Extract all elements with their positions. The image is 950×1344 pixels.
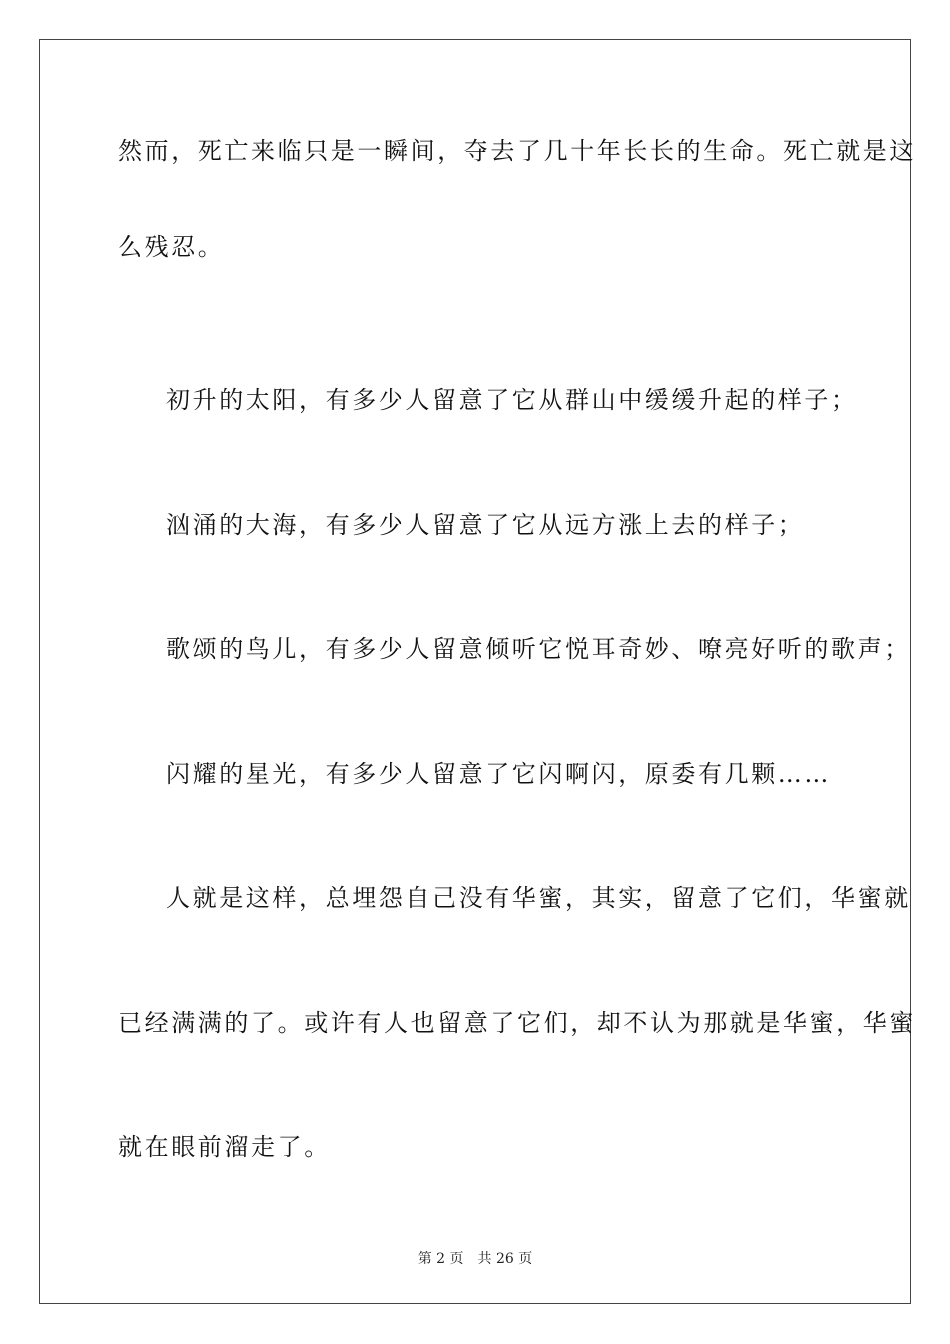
- body-text-line: 然而，死亡来临只是一瞬间，夺去了几十年长长的生命。死亡就是这: [118, 137, 916, 165]
- page-border: [39, 39, 911, 1304]
- body-text-line: 歌颂的鸟儿，有多少人留意倾听它悦耳奇妙、嘹亮好听的歌声；: [166, 635, 911, 663]
- body-text-line: 汹涌的大海，有多少人留意了它从远方涨上去的样子；: [166, 511, 805, 539]
- body-text-line: 初升的太阳，有多少人留意了它从群山中缓缓升起的样子；: [166, 386, 858, 414]
- body-text-line: 已经满满的了。或许有人也留意了它们，却不认为那就是华蜜，华蜜: [118, 1009, 916, 1037]
- page-number: 第 2 页: [417, 1251, 464, 1267]
- body-text-line: 么残忍。: [118, 233, 225, 261]
- body-text-line: 闪耀的星光，有多少人留意了它闪啊闪，原委有几颗……: [166, 760, 831, 788]
- page-footer: [0, 1248, 950, 1268]
- body-text-line: 就在眼前溜走了。: [118, 1133, 331, 1161]
- page-total: 共 26 页: [477, 1251, 533, 1267]
- body-text-line: 人就是这样，总埋怨自己没有华蜜，其实，留意了它们，华蜜就: [166, 884, 911, 912]
